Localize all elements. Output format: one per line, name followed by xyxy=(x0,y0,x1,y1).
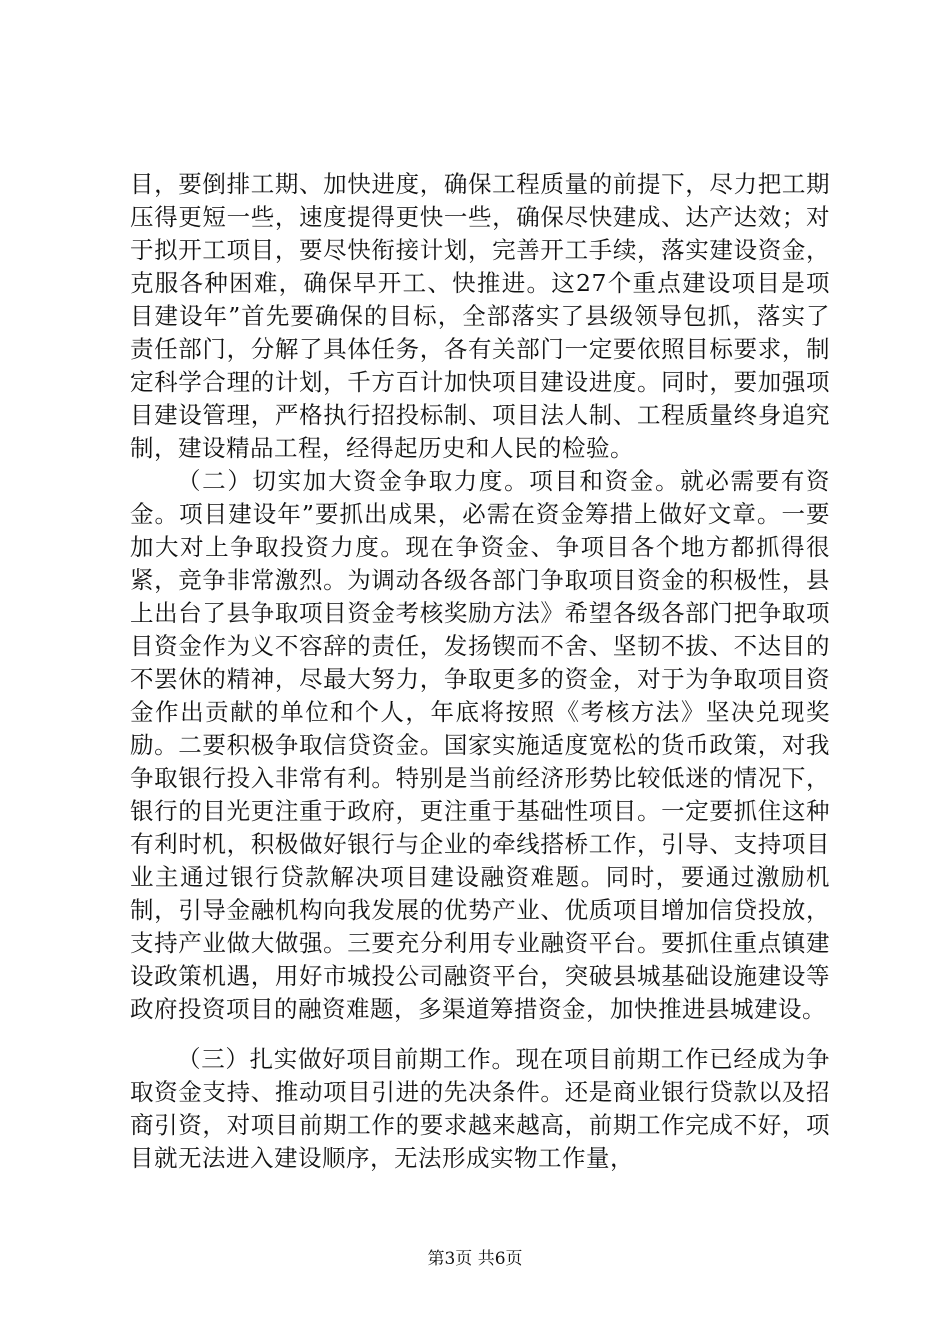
paragraph-section-three: （三）扎实做好项目前期工作。现在项目前期工作已经成为争取资金支持、推动项目引进的先决条件。还是商业银行贷款以及招商引资，对项目前期工作的要求越来越高，前期工作完成不好，项目就无法进入建设顺序，无法形成实物工作量， xyxy=(130,1045,830,1172)
page-number-footer: 第3页 共6页 xyxy=(427,1249,523,1269)
paragraph-section-two: （二）切实加大资金争取力度。项目和资金。就必需要有资金。项目建设年”要抓出成果，必需在资金筹措上做好文章。一要加大对上争取投资力度。现在争资金、争项目各个地方都抓得很紧，竞争非常激烈。为调动各级各部门争取项目资金的积极性，县上出台了县争取项目资金考核奖励方法》希望各级各部门把争取项目资金作为义不容辞的责任，发扬锲而不舍、坚韧不拔、不达目的不罢休的精神，尽最大努力，争取更多的资金，对于为争取项目资金作出贡献的单位和个人，年底将按照《考核方法》坚决兑现奖励。二要积极争取信贷资金。国家实施适度宽松的货币政策，对我争取银行投入非常有利。特别是当前经济形势比较低迷的情况下，银行的目光更注重于政府，更注重于基础性项目。一定要抓住这种有利时机，积极做好银行与企业的牵线搭桥工作，引导、支持项目业主通过银行贷款解决项目建设融资难题。同时，要通过激励机制，引导金融机构向我发展的优势产业、优质项目增加信贷投放，支持产业做大做强。三要充分利用专业融资平台。要抓住重点镇建设政策机遇，用好市城投公司融资平台，突破县城基础设施建设等政府投资项目的融资难题，多渠道筹措资金，加快推进县城建设。 xyxy=(130,467,830,1023)
document-body xyxy=(130,168,830,1175)
paragraph-continuation: 目，要倒排工期、加快进度，确保工程质量的前提下，尽力把工期压得更短一些，速度提得更快一些，确保尽快建成、达产达效；对于拟开工项目，要尽快衔接计划，完善开工手续，落实建设资金，克服各种困难，确保早开工、快推进。这27个重点建设项目是项目建设年”首先要确保的目标，全部落实了县级领导包抓，落实了责任部门，分解了具体任务，各有关部门一定要依照目标要求，制定科学合理的计划，千方百计加快项目建设进度。同时，要加强项目建设管理，严格执行招投标制、项目法人制、工程质量终身追究制，建设精品工程，经得起历史和人民的检验。 xyxy=(130,170,830,462)
